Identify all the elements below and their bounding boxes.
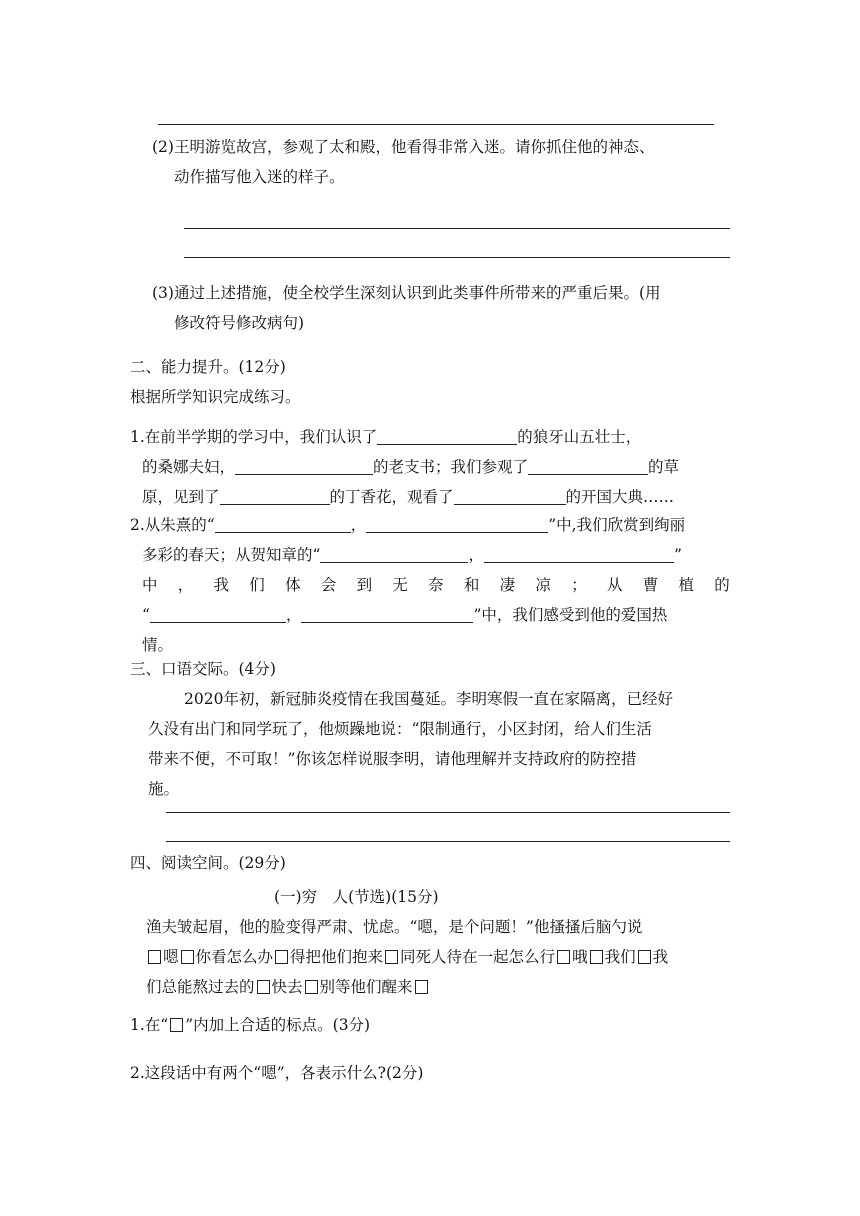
punctuation-box[interactable] bbox=[638, 950, 651, 964]
spread-char: 植 bbox=[678, 576, 694, 594]
fill-blank[interactable] bbox=[528, 454, 648, 475]
exercise-2: 2.从朱熹的“ ， ”中,我们欣赏到绚丽 多彩的春天；从贺知章的“ ， ” 中 ， 我 们 体 会 到 无 奈 和 凄 凉 ； 从 曹 植 的 “ ， ”中，我们感受到他的爱国热 情。 bbox=[130, 510, 730, 660]
section-2-heading: 二、能力提升。(12分) 根据所学知识完成练习。 bbox=[130, 358, 301, 406]
punctuation-box bbox=[170, 1018, 183, 1032]
spread-char: 无 bbox=[392, 576, 408, 594]
fill-blank[interactable] bbox=[454, 484, 566, 505]
punctuation-box[interactable] bbox=[415, 980, 428, 994]
punctuation-box[interactable] bbox=[181, 950, 194, 964]
punctuation-box[interactable] bbox=[557, 950, 570, 964]
spread-char: 和 bbox=[463, 576, 480, 594]
reading-question-2: 2.这段话中有两个“嗯”，各表示什么?(2分) bbox=[130, 1064, 424, 1082]
spread-char: 凄 bbox=[499, 576, 516, 594]
answer-line[interactable] bbox=[166, 841, 730, 842]
fill-blank[interactable] bbox=[377, 424, 517, 445]
passage-text: 别等他们醒来 bbox=[319, 978, 413, 996]
justified-line bbox=[130, 570, 730, 600]
answer-line[interactable] bbox=[184, 257, 730, 258]
answer-line[interactable] bbox=[158, 124, 714, 125]
punctuation-box[interactable] bbox=[590, 950, 603, 964]
fill-blank[interactable] bbox=[484, 542, 674, 563]
spread-char: 体 bbox=[285, 576, 301, 594]
reading-question-1: 1.在“ ”内加上合适的标点。(3分) bbox=[130, 1016, 371, 1034]
exercise-1: 1.在前半学期的学习中，我们认识了 的狼牙山五壮士， 的桑娜夫妇， 的老支书；我们参观了 的草 原，见到了 的丁香花，观看了 的开国大典…… bbox=[130, 422, 679, 512]
spread-char: 我 bbox=[213, 576, 230, 594]
spread-char: 们 bbox=[249, 576, 265, 594]
punctuation-box[interactable] bbox=[257, 980, 270, 994]
passage-text: 得把他们抱来 bbox=[290, 948, 384, 966]
answer-line[interactable] bbox=[184, 228, 730, 229]
fill-blank[interactable] bbox=[220, 484, 330, 505]
fill-blank[interactable] bbox=[235, 454, 373, 475]
passage-text: 哦 bbox=[572, 948, 588, 966]
spread-char: 奈 bbox=[428, 576, 444, 594]
spread-char: 从 bbox=[606, 576, 623, 594]
fill-blank[interactable] bbox=[150, 602, 286, 623]
punctuation-box[interactable] bbox=[305, 980, 318, 994]
punctuation-box[interactable] bbox=[385, 950, 398, 964]
spread-char: 的 bbox=[714, 576, 730, 594]
passage-line-with-boxes bbox=[146, 942, 668, 972]
reading-passage: 渔夫皱起眉，他的脸变得严肃、忧虑。“嗯，是个问题！”他搔搔后脑勺说 嗯 你看怎么办 得把他们抱来 同死人待在一起怎么行 哦 我们 我 们总能熬过去的 快去 别等他们醒来 bbox=[146, 912, 668, 1002]
question-2: (2)王明游览故宫，参观了太和殿，他看得非常入迷。请你抓住他的神态、 动作描写他入迷的样子。 bbox=[152, 138, 655, 186]
passage-text: 快去 bbox=[271, 978, 303, 996]
fill-blank[interactable] bbox=[301, 602, 473, 623]
spread-char: 中 bbox=[142, 576, 158, 594]
section-3-heading: 三、口语交际。(4分) bbox=[130, 660, 276, 678]
passage-text: 我 bbox=[652, 948, 669, 966]
question-3: (3)通过上述措施，使全校学生深刻认识到此类事件所带来的严重后果。(用 修改符号修改病句) bbox=[152, 284, 661, 332]
answer-line[interactable] bbox=[166, 812, 730, 813]
spread-char: 凉 bbox=[535, 576, 551, 594]
spread-char: ， bbox=[177, 576, 194, 594]
spread-char: 会 bbox=[320, 576, 337, 594]
fill-blank[interactable] bbox=[320, 542, 468, 563]
fill-blank[interactable] bbox=[215, 512, 351, 533]
passage-text: 同死人待在一起怎么行 bbox=[400, 948, 556, 966]
spread-char: ； bbox=[571, 576, 587, 594]
spread-char: 到 bbox=[356, 576, 373, 594]
passage-text: 我们 bbox=[604, 948, 636, 966]
fill-blank[interactable] bbox=[366, 512, 548, 533]
passage-text: 嗯 bbox=[163, 948, 179, 966]
section-4-heading: 四、阅读空间。(29分) bbox=[130, 854, 286, 872]
punctuation-box[interactable] bbox=[275, 950, 288, 964]
section-3-passage: 2020年初，新冠肺炎疫情在我国蔓延。李明寒假一直在家隔离，已经好 久没有出门和同学玩了，他烦躁地说：“限制通行，小区封闭，给人们生活 带来不便，不可取！”你该怎样说服李明，请他理解并支持政府的防控措 施。 bbox=[148, 690, 673, 798]
reading-title: (一)穷 人(节选)(15分) bbox=[274, 888, 439, 906]
passage-text: 们总能熬过去的 bbox=[146, 978, 255, 996]
spread-char: 曹 bbox=[642, 576, 659, 594]
passage-text: 你看怎么办 bbox=[195, 948, 274, 966]
punctuation-box[interactable] bbox=[148, 950, 161, 964]
passage-line-with-boxes bbox=[146, 972, 668, 1002]
